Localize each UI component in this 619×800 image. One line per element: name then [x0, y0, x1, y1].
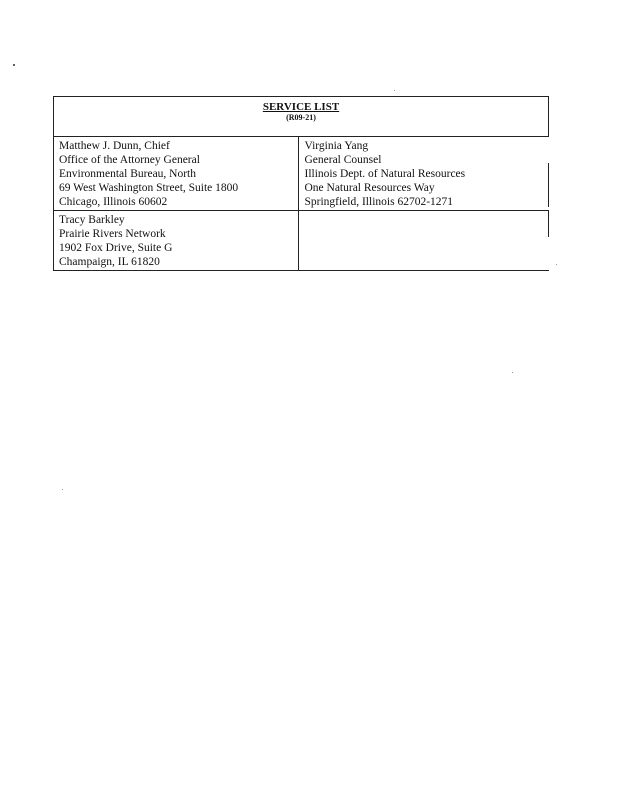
docket-number: (R09-21) — [286, 113, 316, 122]
entry-address-line: Illinois Dept. of Natural Resources — [304, 168, 466, 180]
empty-cell — [299, 211, 549, 271]
entry-name: Matthew J. Dunn, Chief — [59, 140, 170, 152]
scan-speck — [13, 64, 15, 66]
entry-address-line: Champaign, IL 61820 — [59, 256, 160, 268]
cell-border-fragment — [548, 211, 549, 237]
service-list-table — [53, 96, 549, 271]
scan-speck — [62, 489, 63, 490]
entry-address-line: 1902 Fox Drive, Suite G — [59, 242, 173, 254]
entry-address-line: 69 West Washington Street, Suite 1800 — [59, 182, 239, 194]
service-entry — [299, 137, 549, 211]
entry-address-line: Office of the Attorney General — [59, 154, 200, 166]
scan-speck — [394, 90, 395, 91]
service-entry — [54, 211, 299, 271]
service-list-title: SERVICE LIST — [262, 101, 340, 113]
service-entry — [54, 137, 299, 211]
entry-address-line: General Counsel — [304, 154, 382, 166]
entry-address-line: Prairie Rivers Network — [59, 228, 166, 240]
entry-address-line: Environmental Bureau, North — [59, 168, 197, 180]
scan-speck — [556, 264, 557, 265]
cell-border-fragment — [548, 163, 549, 207]
entry-address-line: One Natural Resources Way — [304, 182, 435, 194]
service-list-header — [54, 97, 549, 137]
entry-name: Tracy Barkley — [59, 214, 125, 226]
entry-name: Virginia Yang — [304, 140, 369, 152]
scan-speck — [512, 372, 513, 373]
entry-address-line: Chicago, Illinois 60602 — [59, 196, 168, 208]
entry-address-line: Springfield, Illinois 62702-1271 — [304, 196, 454, 208]
